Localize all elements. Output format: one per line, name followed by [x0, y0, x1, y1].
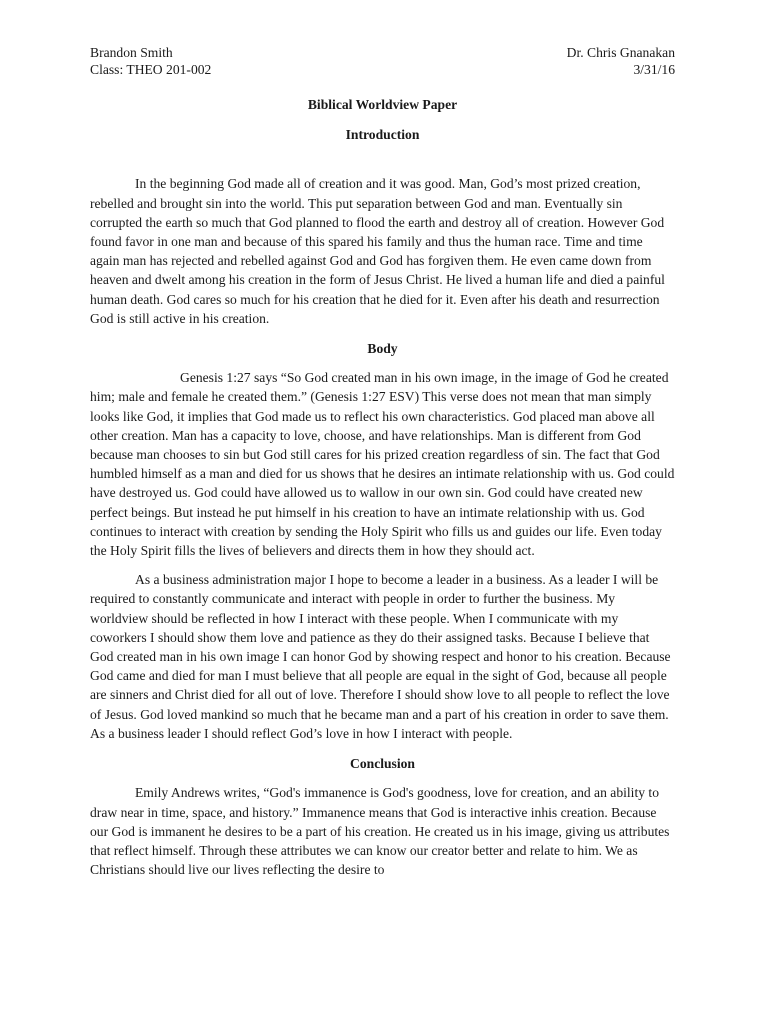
conclusion-heading: Conclusion	[350, 756, 415, 772]
body-heading: Body	[367, 341, 398, 357]
header-row-2	[90, 61, 675, 78]
document-page	[90, 44, 675, 879]
body-paragraph-2: As a business administration major I hope to become a leader in a business. As a leader I will be required to constantly communicate and interact with people in order to further the business. My worldview should be reflected in how I interact with these people. When I communicate with my coworkers I should show them love and patience as they do their assigned tasks. Because I believe that God created man in his own image I can honor God by showing respect and honor to his creation. Because God came and died for man I must believe that all people are equal in the sight of God, because all people are sinners and Christ died for all out of love. Therefore I should show love to all people to reflect the love of Jesus. God loved mankind so much that he became man and a part of his creation in order to save them. As a business leader I should reflect God’s love in how I interact with people.	[90, 572, 671, 741]
date: 3/31/16	[633, 62, 675, 77]
paper-title: Biblical Worldview Paper	[307, 97, 458, 112]
author-name: Brandon Smith	[90, 45, 173, 60]
introduction-heading: Introduction	[345, 127, 420, 143]
class-line: Class: THEO 201-002	[90, 62, 212, 77]
introduction-paragraph: In the beginning God made all of creation and it was good. Man, God’s most prized creation, rebelled and brought sin into the world. This put separation between God and man. Eventually sin corrupted the earth so much that God planned to flood the earth and destroy all of creation. However God found favor in one man and because of this spared his family and thus the human race. Time and time again man has rejected and rebelled against God and God has forgiven them. He even came down from heaven and dwelt among his creation in the form of Jesus Christ. He lived a human life and died a painful human death. God cares so much for his creation that he died for it. Even after his death and resurrection God is still active in his creation.	[90, 176, 665, 326]
body-paragraph-1: Genesis 1:27 says “So God created man in his own image, in the image of God he created him; male and female he created them.” (Genesis 1:27 ESV) This verse does not mean that man simply looks like God, it implies that God made us to reflect his own characteristics. God placed man above all other creation. Man has a capacity to love, choose, and have relationships. Man is different from God because man chooses to sin but God still cares for his prized creation regardless of sin. The fact that God humbled himself as a man and died for us shows that he desires an intimate relationship with us. God could have destroyed us. God could have allowed us to wallow in our own sin. God could have created new perfect beings. But instead he put himself in his creation to have an intimate relationship with us. God continues to interact with creation by sending the Holy Spirit who fills us and guides our life. Even today the Holy Spirit fills the lives of believers and directs them in how they should act.	[90, 370, 675, 559]
conclusion-paragraph: Emily Andrews writes, “God's immanence is God's goodness, love for creation, and an ability to draw near in time, space, and history.” Immanence means that God is interactive inhis creation. Because our God is immanent he desires to be a part of his creation. He created us in his image, giving us attributes that reflect himself. Through these attributes we can know our creator better and relate to him. We as Christians should live our lives reflecting the desire to	[90, 785, 670, 878]
header-row-1	[90, 44, 675, 61]
instructor-name: Dr. Chris Gnanakan	[566, 45, 675, 60]
